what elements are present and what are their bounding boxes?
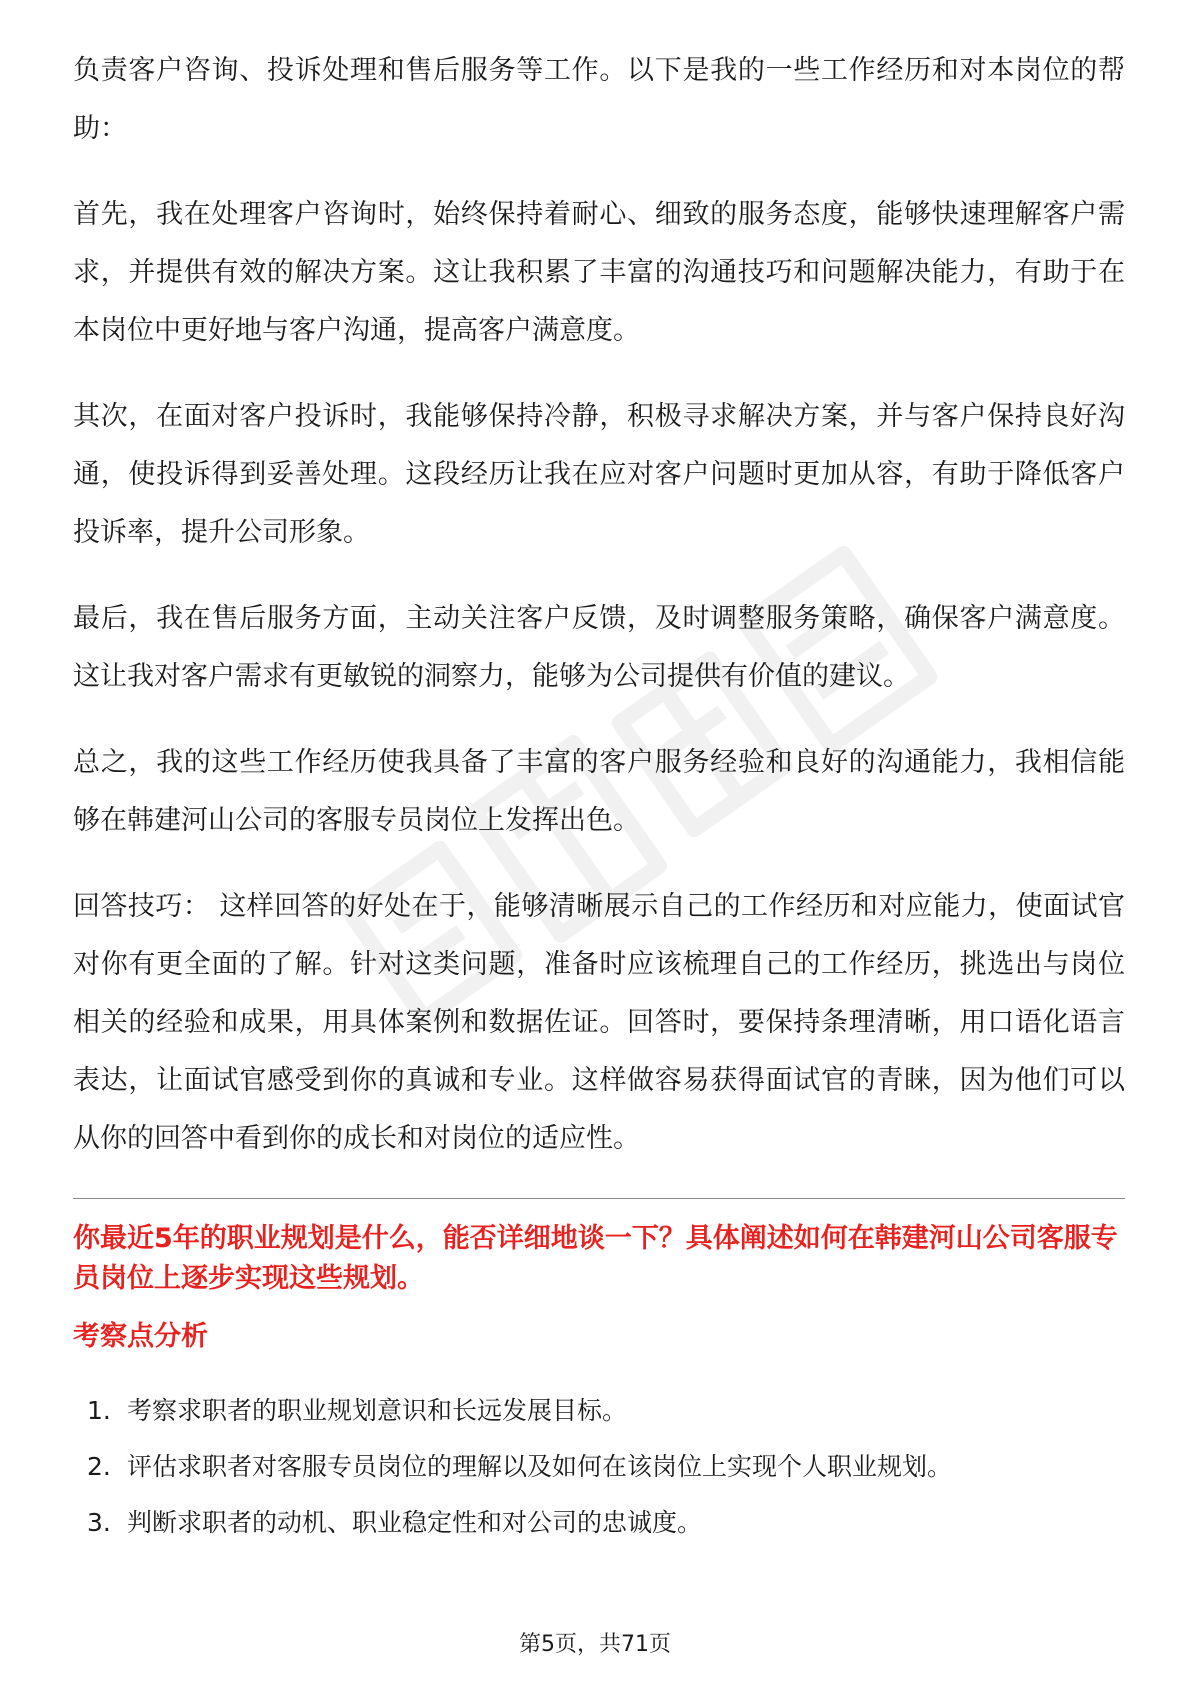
paragraph-intro: 负责客户咨询、投诉处理和售后服务等工作。以下是我的一些工作经历和对本岗位的帮助：	[73, 55, 1125, 144]
paragraph-answer-tips: 回答技巧： 这样回答的好处在于，能够清晰展示自己的工作经历和对应能力，使面试官对你有更全面的了解。针对这类问题，准备时应该梳理自己的工作经历，挑选出与岗位相关的经验和成果，用具体案例和数据佐证。回答时，要保持条理清晰，用口语化语言表达，让面试官感受到你的真诚和专业。这样做容易获得面试官的青睐，因为他们可以从你的回答中看到你的成长和对岗位的适应性。	[73, 891, 1125, 1154]
list-item-text: 考察求职者的职业规划意识和长远发展目标。	[127, 1396, 628, 1425]
section-divider	[73, 1198, 1125, 1199]
list-item	[73, 1383, 1125, 1439]
document-page	[73, 42, 1125, 1551]
list-item-text: 判断求职者的动机、职业稳定性和对公司的忠诚度。	[127, 1508, 703, 1537]
analysis-heading: 考察点分析	[73, 1321, 208, 1352]
question-heading: 你最近5年的职业规划是什么，能否详细地谈一下？具体阐述如何在韩建河山公司客服专员岗位上逐步实现这些规划。	[73, 1223, 1118, 1294]
list-item	[73, 1495, 1125, 1551]
list-item-text: 评估求职者对客服专员岗位的理解以及如何在该岗位上实现个人职业规划。	[127, 1452, 953, 1481]
analysis-list	[73, 1383, 1125, 1551]
page-footer: 第5页，共71页	[519, 1632, 671, 1657]
list-item-number: 3.	[87, 1508, 111, 1537]
paragraph-second: 其次，在面对客户投诉时，我能够保持冷静，积极寻求解决方案，并与客户保持良好沟通，使投诉得到妥善处理。这段经历让我在应对客户问题时更加从容，有助于降低客户投诉率，提升公司形象。	[73, 401, 1125, 548]
list-item-number: 2.	[87, 1452, 111, 1481]
list-item-number: 1.	[87, 1396, 111, 1425]
list-item	[73, 1439, 1125, 1495]
paragraph-last: 最后，我在售后服务方面，主动关注客户反馈，及时调整服务策略，确保客户满意度。这让我对客户需求有更敏锐的洞察力，能够为公司提供有价值的建议。	[73, 603, 1125, 692]
paragraph-first: 首先，我在处理客户咨询时，始终保持着耐心、细致的服务态度，能够快速理解客户需求，并提供有效的解决方案。这让我积累了丰富的沟通技巧和问题解决能力，有助于在本岗位中更好地与客户沟通，提高客户满意度。	[73, 199, 1125, 346]
paragraph-summary: 总之，我的这些工作经历使我具备了丰富的客户服务经验和良好的沟通能力，我相信能够在韩建河山公司的客服专员岗位上发挥出色。	[73, 747, 1125, 836]
